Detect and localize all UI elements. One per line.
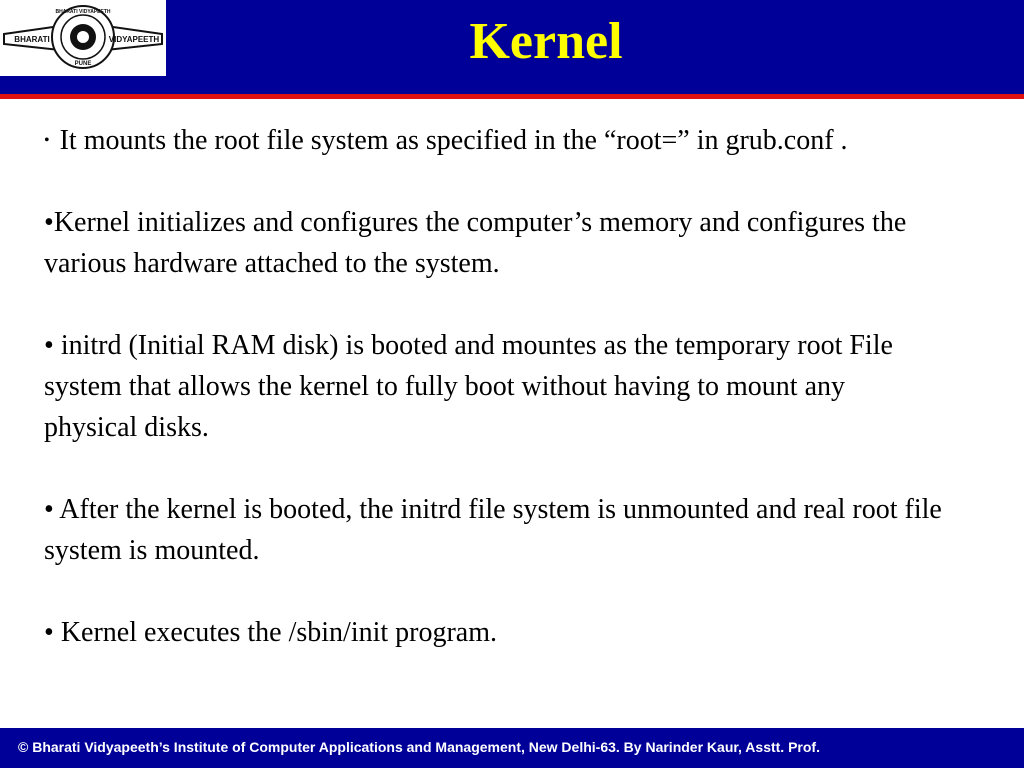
- bullet-text: initrd (Initial RAM disk) is booted and mountes as the temporary root File system that allows the kernel to fully boot without having to mount any physical disks.: [44, 330, 893, 443]
- logo-emblem-icon: [0, 0, 166, 76]
- bullet-item-4: [44, 489, 944, 571]
- slide-content: [44, 120, 944, 694]
- bullet-icon: •: [44, 494, 54, 525]
- bullet-text: Kernel executes the /sbin/init program.: [53, 617, 498, 648]
- bullet-text: Kernel initializes and configures the computer’s memory and configures the various hardware attached to the system.: [44, 207, 907, 279]
- logo-text-left: BHARATI: [14, 35, 50, 44]
- bullet-icon: •: [44, 330, 54, 361]
- footer-bar: [0, 728, 1024, 768]
- bullet-icon: •: [44, 617, 54, 648]
- logo-text-right: VIDYAPEETH: [108, 35, 160, 44]
- header-divider: [0, 94, 1024, 99]
- bullet-text: After the kernel is booted, the initrd file system is unmounted and real root file system is mounted.: [44, 494, 942, 566]
- bullet-item-2: [44, 202, 944, 284]
- bullet-text: It mounts the root file system as specified in the “root=” in grub.conf .: [52, 125, 848, 156]
- bullet-item-1: [44, 120, 944, 161]
- logo-text-ring: BHARATI VIDYAPEETH: [55, 9, 111, 15]
- institute-logo: [0, 0, 166, 76]
- bullet-icon: •: [44, 132, 50, 149]
- bullet-item-5: [44, 612, 944, 653]
- bullet-item-3: [44, 325, 944, 448]
- slide-title: Kernel: [469, 13, 623, 70]
- footer-copyright: © Bharati Vidyapeeth’s Institute of Computer Applications and Management, New Delhi-63. By Narinder Kaur, Asstt. Prof.: [18, 739, 820, 755]
- bullet-icon: •: [44, 207, 54, 238]
- logo-text-bottom: PUNE: [74, 61, 92, 67]
